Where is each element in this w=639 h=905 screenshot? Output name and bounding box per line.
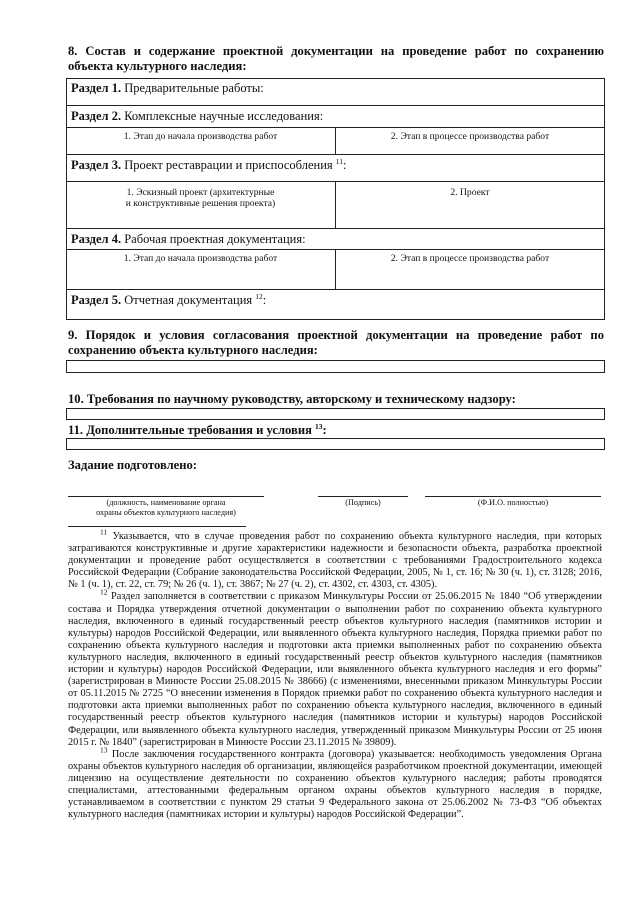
fio-line[interactable] xyxy=(425,496,601,497)
footnote-separator xyxy=(68,526,246,527)
razdel-2-stage-1: 1. Этап до начала производства работ xyxy=(123,131,278,142)
razdel-2-label: Раздел 2. Комплексные научные исследования: xyxy=(71,109,324,123)
column-divider xyxy=(335,181,336,228)
razdel-4-stage-2: 2. Этап в процессе производства работ xyxy=(390,253,550,264)
row-divider xyxy=(66,105,605,106)
column-divider xyxy=(335,127,336,154)
razdel-5-label: Раздел 5. Отчетная документация $^{12}$: xyxy=(71,291,267,307)
section-9-title: 9. Порядок и условия согласования проектной документации на проведение работ по сохранению объекта культурного наследия: xyxy=(68,328,604,357)
signature-line[interactable] xyxy=(318,496,408,497)
section-9-field[interactable] xyxy=(66,360,605,373)
footnote-11: $^{11}$ Указывается, что в случае проведения работ по сохранению объекта культурного наследия, при которых затрагиваются конструктивные и другие характеристики надежности и безопасности объекта, разработка проектной документации и проведение работ осуществляется в соответствии с требованиями Градостроительного кодекса Российской Федерации (Собрание законодательства Российской Федерации, 2005, № 1, ст. 16; № 30 (ч. 1), ст. 3128; 2016, № 1 (ч. 1), ст. 22, ст. 79; № 26 (ч. 1), ст. 3867; № 27 (ч. 2), ст. 4302, ст. 4303, ст. 4305). xyxy=(68,527,602,591)
section-11-field[interactable] xyxy=(66,438,605,450)
signature-caption: (Подпись) xyxy=(345,498,381,507)
section-10-title: 10. Требования по научному руководству, авторскому и техническому надзору: xyxy=(68,392,516,406)
footnote-13: $^{13}$ После заключения государственного контракта (договора) указывается: необходимость уведомления Органа охраны объектов культурного наследия об организации, являющейся разработчиком проектной документации, имеющей лицензию на осуществление деятельности по сохранению объектов культурного наследия; работы проводятся специалистами, аттестованными федеральным органом охраны объектов культурного наследия в порядке, устанавливаемом в соответствии с пунктом 29 статьи 9 Федерального закона от 25.06.2002 № 73-ФЗ “Об объектах культурного наследия (памятниках истории и культуры) народов Российской Федерации”. xyxy=(68,745,602,821)
column-divider xyxy=(335,249,336,289)
row-divider xyxy=(66,228,605,229)
razdel-4-label: Раздел 4. Рабочая проектная документация: xyxy=(71,232,306,246)
row-divider xyxy=(66,154,605,155)
razdel-3-label: Раздел 3. Проект реставрации и приспособления $^{11}$: xyxy=(71,156,347,172)
section-8-title: 8. Состав и содержание проектной документации на проведение работ по сохранению объекта культурного наследия: xyxy=(68,44,604,73)
footnotes xyxy=(68,527,602,821)
section-11-title: 11. Дополнительные требования и условия $^{13}$: xyxy=(68,421,327,437)
razdel-4-stage-1: 1. Этап до начала производства работ xyxy=(123,253,278,264)
section-10-field[interactable] xyxy=(66,408,605,420)
row-divider xyxy=(66,289,605,290)
footnote-12: $^{12}$ Раздел заполняется в соответствии с приказом Минкультуры России от 25.06.2015 № 1840 “Об утверждении состава и Порядка утверждения отчетной документации о выполнении работ по сохранению объекта культурного наследия, включенного в единый государственный реестр объектов культурного наследия (памятников истории и культуры) народов Российской Федерации, или выявленного объекта культурного наследия, Порядка приемки работ по сохранению объекта культурного наследия и подготовки акта приемки выполненных работ по сохранению объекта культурного наследия, включенного в единый государственный реестр объектов культурного наследия (памятников истории и культуры) народов Российской Федерации, или выявленного объекта культурного наследия и его формы” (зарегистрирован в Минюсте России 25.08.2015 № 38666) (с изменениями, внесенными приказом Минкультуры России от 05.11.2015 № 2725 “О внесении изменения в Порядок приемки работ по сохранению объекта культурного наследия и подготовки акта приемки выполненных работ по сохранению объекта культурного наследия, включенного в единый государственный реестр объектов культурного наследия (памятников истории и культуры) народов Российской Федерации, или выявленного объекта культурного наследия, утвержденный приказом Минкультуры России от 25 июня 2015 г. № 1840” (зарегистрирован в Минюсте России 23.11.2015 № 39809). xyxy=(68,588,602,748)
razdel-3-col-1: 1. Эскизный проект (архитектурные и конструктивные решения проекта) xyxy=(125,187,276,209)
position-caption: (должность, наименование органа охраны объектов культурного наследия) xyxy=(96,498,236,517)
position-line[interactable] xyxy=(68,496,264,497)
fio-caption: (Ф.И.О. полностью) xyxy=(477,498,549,507)
prepared-title: Задание подготовлено: xyxy=(68,458,197,472)
razdel-2-stage-2: 2. Этап в процессе производства работ xyxy=(390,131,550,142)
razdel-3-col-2: 2. Проект xyxy=(450,187,490,198)
razdel-1-label: Раздел 1. Предварительные работы: xyxy=(71,81,264,95)
